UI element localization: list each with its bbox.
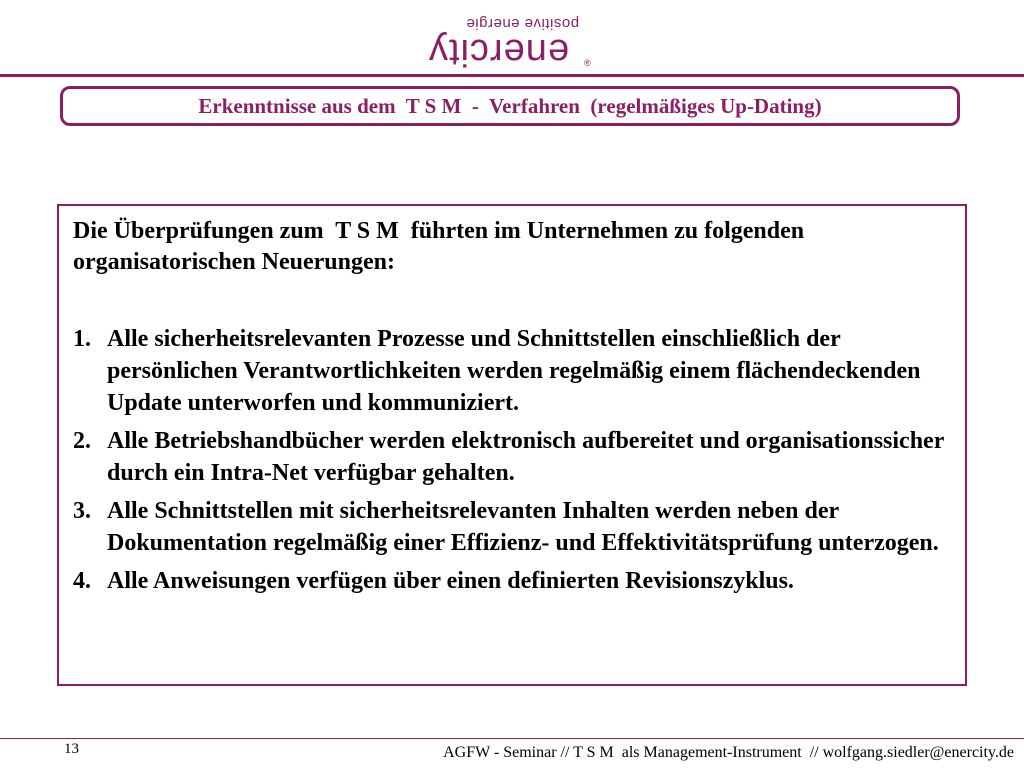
- list-item: [73, 425, 951, 489]
- title-box: [60, 86, 960, 126]
- item-number: 2.: [73, 428, 91, 454]
- footer-divider: [0, 738, 1024, 739]
- list-item: [73, 495, 951, 559]
- intro-text: Die Überprüfungen zum T S M führten im Unternehmen zu folgenden organisatorischen Neuerungen:: [73, 218, 811, 275]
- slide-title: Erkenntnisse aus dem T S M - Verfahren (regelmäßiges Up-Dating): [198, 93, 822, 118]
- item-text: Alle Schnittstellen mit sicherheitsrelevanten Inhalten werden neben der Dokumentation regelmäßig einer Effizienz- und Effektivitätsprüfung unterzogen.: [107, 498, 939, 556]
- list-item: [73, 323, 951, 419]
- logo-tagline: positive energie: [466, 15, 580, 32]
- item-number: 1.: [73, 326, 91, 352]
- brand-logo: [418, 14, 598, 73]
- item-text: Alle Betriebshandbücher werden elektronisch aufbereitet und organisationssicher durch ein Intra-Net verfügbar gehalten.: [107, 428, 944, 486]
- item-number: 4.: [73, 568, 91, 594]
- item-text: Alle Anweisungen verfügen über einen definierten Revisionszyklus.: [107, 568, 794, 594]
- content-box: [57, 204, 967, 686]
- footer-text: AGFW - Seminar // T S M als Management-Instrument // wolfgang.siedler@enercity.de: [443, 744, 1014, 761]
- item-text: Alle sicherheitsrelevanten Prozesse und Schnittstellen einschließlich der persönlichen Verantwortlichkeiten werden regelmäßig einem flächendeckenden Update unterworfen und kommuniziert.: [107, 326, 921, 416]
- list-item: [73, 565, 951, 597]
- findings-list: [73, 323, 951, 597]
- logo-brand: enercity: [428, 31, 570, 73]
- item-number: 3.: [73, 498, 91, 524]
- header-divider: [0, 74, 1024, 77]
- logo-registered-mark: ®: [584, 58, 591, 68]
- page-number: 13: [64, 741, 79, 757]
